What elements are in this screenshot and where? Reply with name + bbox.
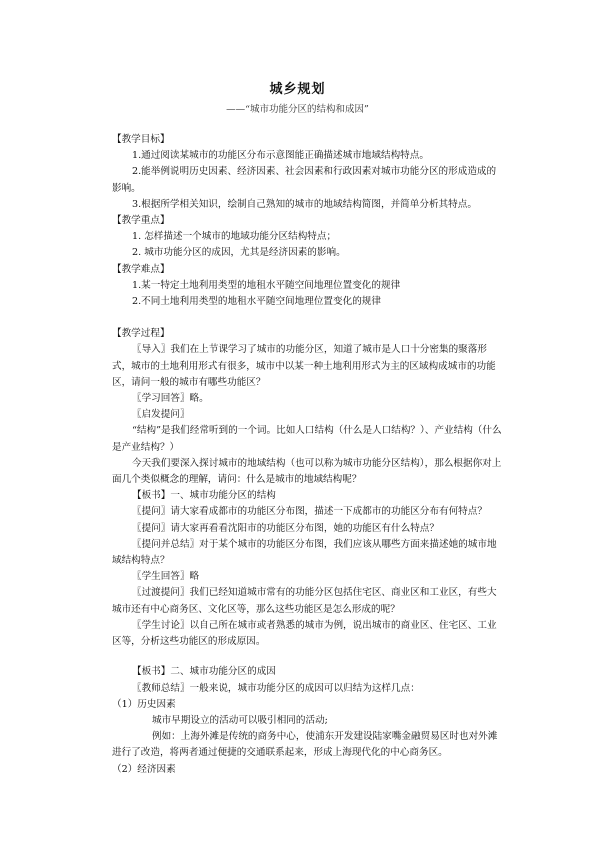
process-line: “结构”是我们经常听到的一个词。比如人口结构（什么是人口结构？）、产业结构（什么是产业结构？） (112, 425, 502, 453)
process-line: 〖过渡提问〗我们已经知道城市常有的功能分区包括住宅区、商业区和工业区，有些大城市还有中心商务区、文化区等，那么这些功能区是怎么形成的呢？ (112, 587, 497, 615)
difficulty-item: 2.不同土地利用类型的地租水平随空间地理位置变化的规律 (132, 296, 381, 308)
board-heading: 【板书】二、城市功能分区的成因 (132, 666, 276, 678)
process-line: 〖提问〗请大家再看看沈阳市的功能区分布图，她的功能区有什么特点？ (132, 522, 439, 534)
section-heading-key-points: 【教学重点】 (112, 215, 170, 227)
document-body (112, 132, 502, 778)
process-line: 〖学生回答〗略 (132, 571, 200, 583)
process-line: 今天我们要深入探讨城市的地域结构（也可以称为城市功能分区结构），那么根据你对上面几个类似概念的理解，请问：什么是城市的地域结构呢？ (112, 457, 502, 486)
objective-item: 2.能举例说明历史因素、经济因素、社会因素和行政因素对城市功能分区的形成造成的影响。 (112, 166, 497, 194)
difficulty-item: 1.某一特定土地利用类型的地租水平随空间地理位置变化的规律 (132, 279, 401, 291)
process-line: 【板书】一、城市功能分区的结构 (132, 490, 276, 502)
process-line: 〖提问并总结〗对于某个城市的功能区分布图，我们应该从哪些方面来描述她的城市地域结构特点？ (112, 538, 497, 567)
page-title: 城乡规划 (269, 82, 326, 97)
process-line: 〖学习回答〗略。 (132, 393, 209, 405)
key-point-item: 2. 城市功能分区的成因，尤其是经济因素的影响。 (132, 247, 346, 259)
process-line: 〖学生讨论〗以自己所在城市或者熟悉的城市为例，说出城市的商业区、住宅区、工业区等，分析这些功能区的形成原因。 (112, 619, 497, 648)
objective-item: 1.通过阅读某城市的功能区分布示意图能正确描述城市地域结构特点。 (132, 150, 429, 162)
teacher-summary: 〖教师总结〗一般来说，城市功能分区的成因可以归结为这样几点： (132, 682, 420, 694)
section-heading-objectives: 【教学目标】 (112, 134, 170, 145)
section-heading-difficulties: 【教学难点】 (112, 263, 170, 275)
page-subtitle: ——“城市功能分区的结构和成因” (226, 104, 369, 115)
objective-item: 3.根据所学相关知识，绘制自己熟知的城市的地域结构简图，并简单分析其特点。 (132, 198, 477, 210)
process-line: 〖提问〗请大家看成都市的功能区分布图，描述一下成都市的功能区分布有何特点？ (132, 506, 487, 518)
process-line: 〖导入〗我们在上节课学习了城市的功能分区，知道了城市是人口十分密集的聚落形式，城市的土地利用形式有很多，城市中以某一种土地利用形式为主的区域构成城市的功能区，请问一般的城市有哪些功能区？ (112, 344, 496, 388)
key-point-item: 1. 怎样描述一个城市的地域功能分区结构特点； (132, 231, 337, 243)
factor-heading: （1）历史因素 (112, 698, 176, 710)
factor-example: 例如：上海外滩是传统的商务中心，使浦东开发建设陆家嘴金融贸易区时也对外滩进行了改造，将两者通过便捷的交通联系起来，形成上海现代化的中心商务区。 (112, 731, 498, 759)
factor-heading: （2）经济因素 (112, 763, 176, 775)
section-heading-process: 【教学过程】 (112, 328, 170, 340)
factor-text: 城市早期设立的活动可以吸引相同的活动; (152, 714, 328, 726)
process-line: 〖启发提问〗 (132, 409, 190, 421)
